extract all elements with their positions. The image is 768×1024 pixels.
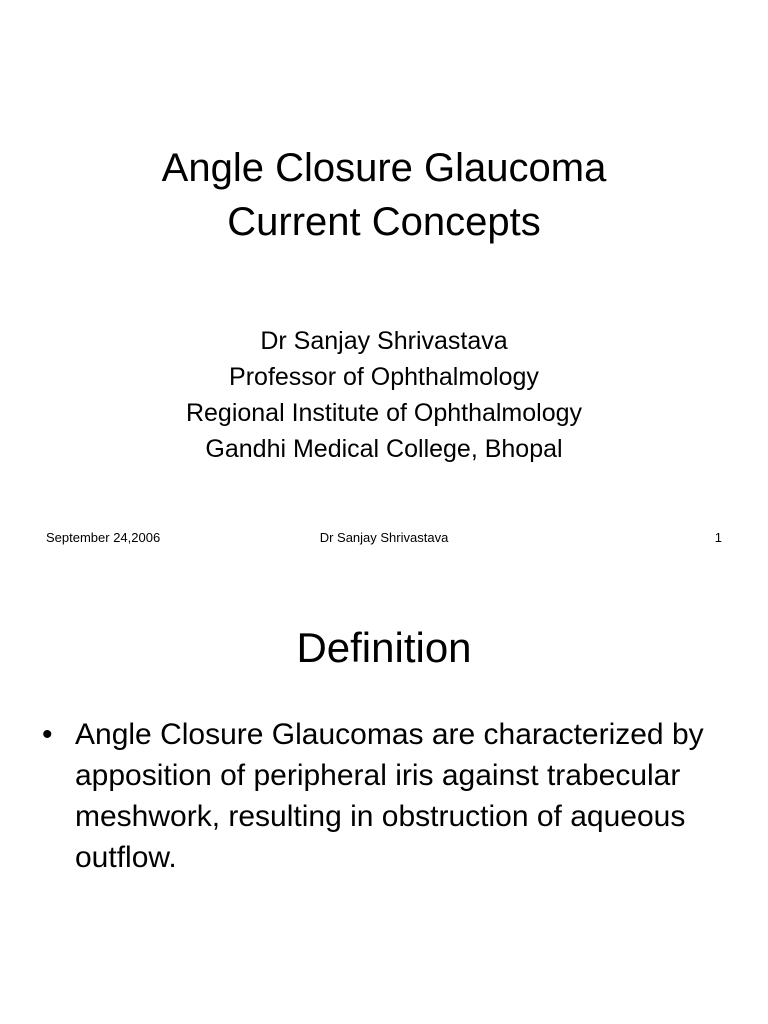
- author-details: [0, 323, 768, 467]
- author-institute: Regional Institute of Ophthalmology: [185, 399, 583, 427]
- footer-date: September 24,2006: [46, 530, 161, 545]
- author-name: Dr Sanjay Shrivastava: [260, 327, 508, 355]
- author-college: Gandhi Medical College, Bhopal: [205, 435, 563, 463]
- title-line: Current Concepts: [227, 200, 541, 244]
- bullet-icon: •: [42, 718, 53, 751]
- title-line: Angle Closure Glaucoma: [161, 146, 607, 190]
- bullet-item: [0, 714, 768, 878]
- bullet-text: Angle Closure Glaucomas are characterized by apposition of peripheral iris against trabecular meshwork, resulting in obstruction of aqueous outflow.: [75, 718, 704, 874]
- footer-author: Dr Sanjay Shrivastava: [319, 530, 449, 545]
- slide-title-heading: [0, 141, 768, 249]
- bullet-list: [0, 714, 768, 878]
- slide-heading: Definition: [296, 624, 472, 671]
- footer-page-number: 1: [714, 530, 722, 545]
- author-position: Professor of Ophthalmology: [229, 363, 539, 391]
- slide-definition: [0, 512, 768, 1024]
